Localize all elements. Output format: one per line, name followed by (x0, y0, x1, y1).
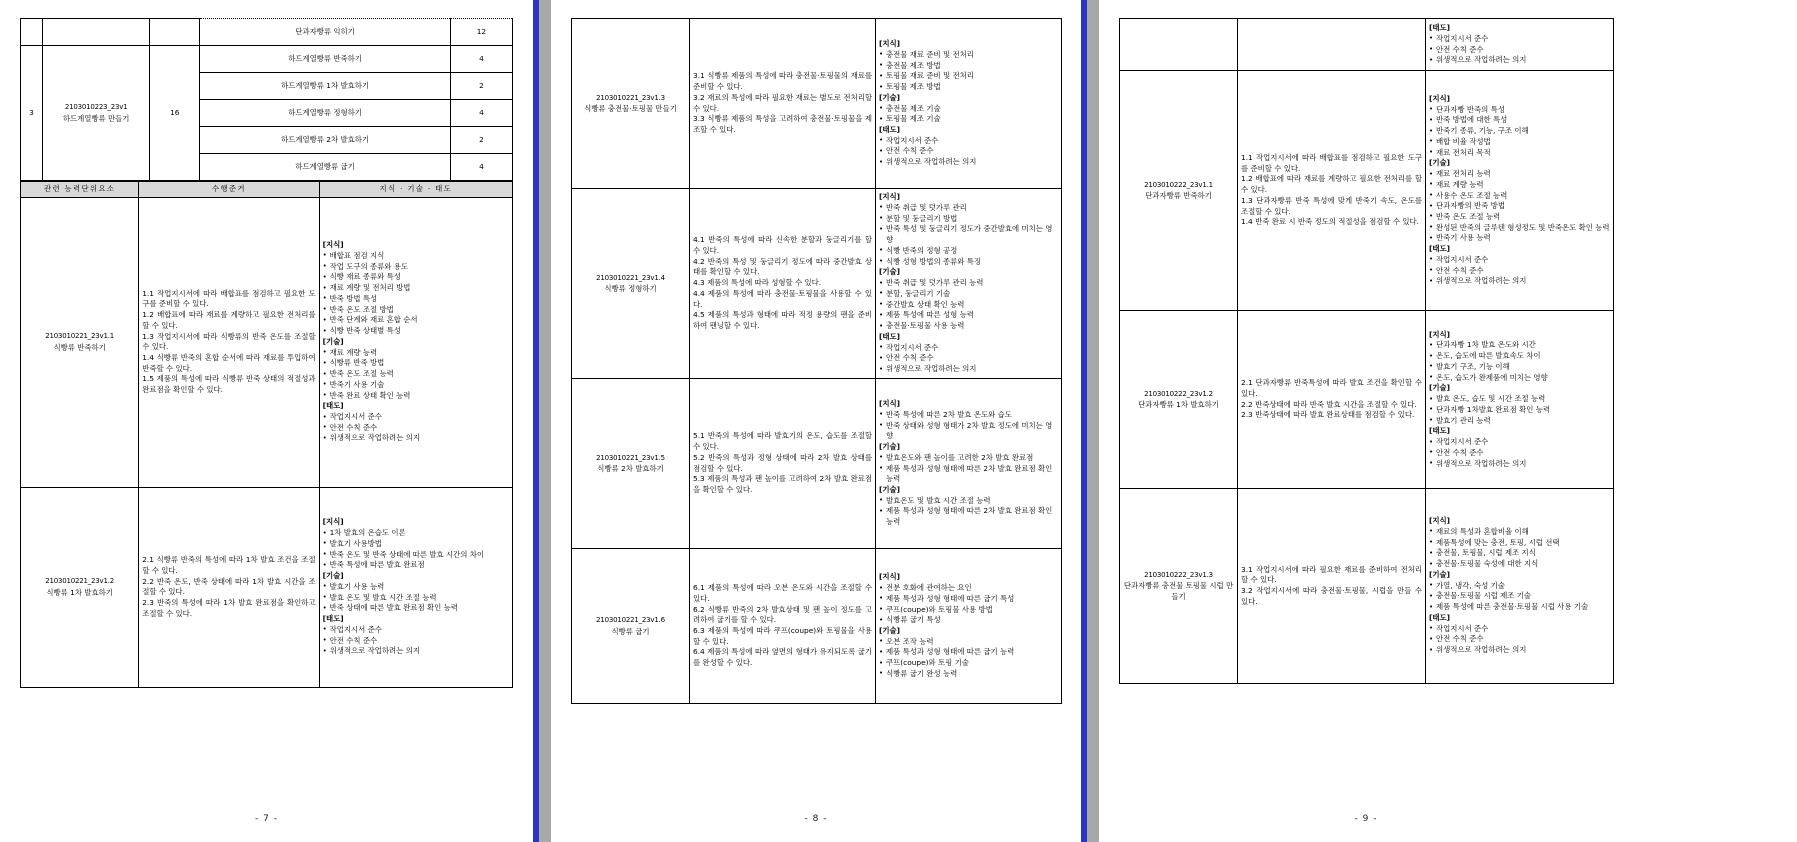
kst-item: • 전분 호화에 관여하는 요인 (879, 583, 1058, 594)
kst-item: • 반죽기 사용 기술 (323, 380, 509, 391)
table-row (572, 379, 1062, 549)
competency-table-page7 (20, 181, 513, 688)
cell-kst (876, 19, 1062, 189)
kst-item: • 반죽 특성 및 둥글리기 정도가 중간발효에 미치는 영향 (879, 224, 1058, 245)
kst-list (323, 582, 509, 614)
kst-item: • 충전물 재료 준비 및 전처리 (879, 50, 1058, 61)
kst-group-label: [지식] (879, 192, 901, 202)
kst-item: • 식빵류 반죽 방법 (323, 358, 509, 369)
unit-code: 2103010223_23v1 (64, 103, 128, 112)
cell-element: 하드계열빵류 굽기 (200, 154, 451, 181)
criterion: 2.2 반죽상태에 따라 반죽 발효 시간을 조절할 수 있다. (1241, 399, 1417, 409)
criterion: 5.2 반죽의 특성과 정형 상태에 따라 2차 발효 상태를 점검할 수 있다. (693, 452, 872, 473)
criterion: 6.3 제품의 특성에 따라 쿠프(coupe)와 토핑물을 사용할 수 있다. (693, 626, 872, 646)
kst-item: • 가열, 냉각, 숙성 기술 (1429, 581, 1610, 592)
header-performance-criteria: 수행준거 (139, 182, 319, 198)
kst-item: • 오븐 조작 능력 (879, 637, 1058, 648)
kst-item: • 발효온도와 팬 높이를 고려한 2차 발효 완료점 (879, 453, 1058, 464)
unit-name: 식빵류 반죽하기 (53, 342, 106, 352)
kst-item: • 안전 수칙 준수 (1429, 448, 1610, 459)
kst-item: • 위생적으로 작업하려는 의지 (1429, 645, 1610, 656)
cell-element-ref (572, 379, 690, 549)
kst-item: • 작업지시서 준수 (323, 625, 509, 636)
table-row (21, 197, 513, 487)
unit-name: 단과자빵류 1차 발효하기 (1138, 400, 1219, 410)
kst-list (879, 453, 1058, 485)
cell-element-ref (1120, 71, 1238, 311)
cell-criteria (139, 487, 319, 687)
kst-group-label: [기술] (1429, 383, 1451, 393)
kst-item: • 작업지시서 준수 (879, 136, 1058, 147)
kst-item: • 분할 및 둥글리기 방법 (879, 214, 1058, 225)
cell-hours: 16 (150, 46, 200, 181)
kst-item: • 반죽 단계와 재료 혼합 순서 (323, 315, 509, 326)
cell-criteria (1238, 489, 1426, 684)
table-row (21, 19, 513, 46)
kst-item: • 제품 특성에 따른 충전물·토핑물 시럽 사용 기술 (1429, 602, 1610, 613)
table-row (572, 189, 1062, 379)
kst-item: • 식빵류 굽기 특성 (879, 615, 1058, 626)
kst-group-label: [태도] (1429, 23, 1451, 33)
criterion: 4.1 반죽의 특성에 따라 신속한 분할과 둥글리기를 할 수 있다. (693, 235, 872, 255)
kst-item: • 반죽 온도 조절 방법 (323, 305, 509, 316)
criterion: 5.3 제품의 특성과 팬 높이를 고려하여 2차 발효 완료점을 확인할 수 있다. (693, 474, 872, 494)
kst-item: • 식빵 반죽 상태별 특성 (323, 326, 509, 337)
kst-list (1429, 169, 1610, 244)
kst-item: • 반죽 상태에 따른 발효 완료점 확인 능력 (323, 603, 509, 614)
cell-unit (43, 46, 150, 181)
kst-group-label: [태도] (1429, 612, 1451, 622)
kst-item: • 반죽 방법에 대한 특성 (1429, 115, 1610, 126)
kst-item: • 쿠프(coupe)와 토핑 기술 (879, 658, 1058, 669)
kst-list (1429, 581, 1610, 613)
kst-item: • 위생적으로 작업하려는 의지 (1429, 276, 1610, 287)
kst-item: • 제품 특성과 성형 형태에 따른 굽기 능력 (879, 647, 1058, 658)
criterion: 1.2 배합표에 따라 재료를 계량하고 필요한 전처리를 할 수 있다. (1241, 174, 1422, 195)
kst-group-label: [지식] (322, 240, 344, 250)
criterion: 1.5 제품의 특성에 따라 식빵류 반죽 상태의 적절성과 완료점을 확인할 수 있다. (142, 374, 316, 395)
page-divider-grey (539, 0, 551, 842)
kst-group-label: [태도] (879, 124, 901, 134)
criterion: 6.1 제품의 특성에 따라 오븐 온도와 시간을 조절할 수 있다. (693, 583, 872, 603)
kst-item: • 재료 전처리 능력 (1429, 169, 1610, 180)
cell-kst (1426, 19, 1614, 71)
kst-item: • 제품 특성에 따른 성형 능력 (879, 310, 1058, 321)
unit-name: 하드계열빵류 만들기 (62, 113, 130, 123)
cell-element-ref (21, 487, 139, 687)
kst-item: • 안전 수칙 준수 (1429, 266, 1610, 277)
criterion: 2.3 반죽상태에 따라 발효 완료상태를 점검할 수 있다. (1241, 410, 1415, 420)
unit-name: 단과자빵류 충전물 토핑물 시럽 만들기 (1123, 581, 1234, 602)
table-header-row (21, 182, 513, 198)
criterion: 4.2 반죽의 특성 및 둥글리기 정도에 따라 중간발효 상태를 확인할 수 있다. (693, 256, 872, 277)
curriculum-fragment-table (20, 18, 513, 181)
kst-item: • 충전물·토핑물 사용 능력 (879, 321, 1058, 332)
kst-list (879, 410, 1058, 442)
criterion: 1.3 작업지시서에 따라 식빵류의 반죽 온도를 조절할 수 있다. (142, 331, 316, 352)
cell-element: 하드계열빵류 정형하기 (200, 100, 451, 127)
kst-item: • 안전 수칙 준수 (323, 636, 509, 647)
kst-item: • 충전물 제조 기술 (879, 104, 1058, 115)
kst-group-label: [기술] (879, 626, 901, 635)
criterion: 3.1 작업지시서에 따라 필요한 재료를 준비하여 전처리할 수 있다. (1241, 564, 1422, 585)
kst-item: • 식빵 재료 종류와 특성 (323, 272, 509, 283)
cell-hours (150, 19, 200, 46)
kst-item: • 작업지시서 준수 (1429, 34, 1610, 45)
kst-item: • 식빵류 굽기 완성 능력 (879, 669, 1058, 680)
kst-group-label: [지식] (879, 399, 901, 409)
kst-item: • 단과자빵 반죽의 특성 (1429, 105, 1610, 116)
unit-code: 2103010221_23v1.6 (596, 616, 665, 625)
page-divider-grey (1087, 0, 1099, 842)
kst-list (879, 104, 1058, 125)
cell-element-ref (1120, 489, 1238, 684)
kst-item: • 중간발효 상태 확인 능력 (879, 300, 1058, 311)
criterion: 6.4 제품의 특성에 따라 옆면의 형태가 유지되도록 굽기를 완성할 수 있다. (693, 647, 872, 668)
kst-item: • 반죽기 종류, 기능, 구조 이해 (1429, 126, 1610, 137)
kst-list (879, 583, 1058, 626)
kst-item: • 발효온도 및 발효 시간 조절 능력 (879, 496, 1058, 507)
competency-table-page9 (1119, 18, 1614, 684)
unit-name: 식빵류 굽기 (611, 626, 650, 636)
kst-item: • 위생적으로 작업하려는 의지 (879, 157, 1058, 168)
kst-list (323, 528, 509, 571)
cell-count: 12 (450, 19, 512, 46)
kst-item: • 단과자빵 1차발효 완료점 확인 능력 (1429, 405, 1610, 416)
criterion: 1.1 작업지시서에 따라 배합표를 점검하고 필요한 도구를 준비할 수 있다. (142, 288, 316, 309)
criterion: 1.4 식빵류 반죽의 혼합 순서에 따라 재료를 투입하여 반죽할 수 있다. (142, 352, 316, 373)
kst-item: • 발효기 구조, 기능 이해 (1429, 362, 1610, 373)
unit-code: 2103010222_23v1.1 (1144, 180, 1213, 189)
kst-group-label: [지식] (879, 572, 901, 582)
cell-kst (876, 189, 1062, 379)
unit-code: 2103010221_23v1.5 (596, 453, 665, 462)
kst-item: • 안전 수칙 준수 (879, 146, 1058, 157)
kst-group-label: [기술] (879, 267, 901, 277)
unit-code: 2103010221_23v1.1 (45, 332, 115, 341)
cell-kst (319, 197, 512, 487)
kst-item: • 반죽 온도 및 반죽 상태에 따른 발효 시간의 차이 (323, 550, 509, 561)
kst-item: • 충전물 제조 방법 (879, 61, 1058, 72)
kst-item: • 반죽 특성에 따른 2차 발효 온도와 습도 (879, 410, 1058, 421)
criterion: 1.1 작업지시서에 따라 배합표를 점검하고 필요한 도구를 준비할 수 있다. (1241, 152, 1422, 173)
header-kst: 지식 · 기술 · 태도 (319, 182, 512, 198)
kst-item: • 반죽 상태와 성형 형태가 2차 발효 정도에 미치는 영향 (879, 421, 1058, 442)
table-row (1120, 19, 1614, 71)
criterion: 6.2 식빵류 반죽의 2차 발효상태 및 팬 높이 정도를 고려하여 굽기를 할 수 있다. (693, 604, 872, 625)
competency-table-page8 (571, 18, 1062, 704)
kst-group-label: [기술] (1429, 158, 1451, 168)
kst-list (1429, 394, 1610, 426)
cell-element: 하드계열빵류 반죽하기 (200, 46, 451, 73)
kst-group-label: [기술] (879, 442, 901, 452)
kst-item: • 식빵 반죽의 정형 공정 (879, 246, 1058, 257)
kst-list (323, 412, 509, 444)
kst-item: • 제품 특성과 성형 형태에 따른 2차 발효 완료점 확인 능력 (879, 506, 1058, 527)
kst-item: • 제품특성에 맞는 충전, 토핑, 시럽 선택 (1429, 538, 1610, 549)
kst-item: • 사용수 온도 조절 능력 (1429, 191, 1610, 202)
table-row (21, 487, 513, 687)
criterion: 3.3 식빵류 제품의 특성을 고려하여 충전물·토핑물을 제조할 수 있다. (693, 114, 872, 134)
kst-group-label: [태도] (1429, 426, 1451, 436)
criterion: 4.4 제품의 특성에 따라 충전물·토핑물을 사용할 수 있다. (693, 288, 872, 309)
kst-list (879, 136, 1058, 168)
table-row (1120, 71, 1614, 311)
kst-item: • 작업지시서 준수 (323, 412, 509, 423)
kst-item: • 제품 특성과 성형 형태에 따른 2차 발효 완료점 확인 능력 (879, 464, 1058, 485)
kst-list (879, 496, 1058, 528)
unit-code: 2103010221_23v1.4 (596, 273, 665, 282)
kst-item: • 작업지시서 준수 (1429, 624, 1610, 635)
kst-item: • 반죽 완료 상태 확인 능력 (323, 391, 509, 402)
cell-criteria (690, 19, 876, 189)
kst-group-label: [태도] (1429, 244, 1451, 254)
kst-item: • 재료의 특성과 혼합비율 이해 (1429, 527, 1610, 538)
criterion: 1.3 단과자빵류 반죽 특성에 맞게 반죽기 속도, 온도를 조절할 수 있다. (1241, 195, 1422, 216)
kst-item: • 반죽 온도 조절 능력 (1429, 212, 1610, 223)
table-row (1120, 311, 1614, 489)
kst-group-label: [지식] (1429, 516, 1451, 526)
cell-element: 하드계열빵류 2차 발효하기 (200, 127, 451, 154)
kst-item: • 위생적으로 작업하려는 의지 (1429, 459, 1610, 470)
unit-code: 2103010222_23v1.3 (1144, 570, 1213, 579)
page-9 (1099, 0, 1633, 842)
criterion: 4.5 제품의 특성과 형태에 따라 적정 용량의 팬을 준비하여 팬닝할 수 있다. (693, 310, 872, 331)
cell-criteria (1238, 19, 1426, 71)
criterion: 3.1 식빵류 제품의 특성에 따라 충전물·토핑물의 재료를 준비할 수 있다. (693, 71, 872, 92)
unit-code: 2103010221_23v1.2 (45, 577, 115, 586)
cell-unit (43, 19, 150, 46)
cell-criteria (690, 189, 876, 379)
kst-list (1429, 105, 1610, 159)
kst-list (1429, 34, 1610, 66)
kst-group-label: [기술] (322, 336, 344, 346)
kst-item: • 위생적으로 작업하려는 의지 (1429, 55, 1610, 66)
cell-kst (876, 549, 1062, 704)
kst-list (879, 50, 1058, 93)
kst-group-label: [지식] (1429, 93, 1451, 103)
cell-criteria (139, 197, 319, 487)
kst-item: • 재료 계량 및 전처리 방법 (323, 283, 509, 294)
kst-item: • 재료 계량 능력 (323, 348, 509, 359)
kst-item: • 쿠프(coupe)와 토핑물 사용 방법 (879, 605, 1058, 616)
kst-item: • 반죽 취급 및 덧가루 관리 능력 (879, 278, 1058, 289)
kst-item: • 위생적으로 작업하려는 의지 (323, 433, 509, 444)
criterion: 5.1 반죽의 특성에 따라 발효기의 온도, 습도를 조절할 수 있다. (693, 431, 872, 452)
page-7 (0, 0, 533, 842)
page-number: - 9 - (1354, 814, 1378, 824)
cell-kst (1426, 71, 1614, 311)
cell-element-ref (21, 197, 139, 487)
kst-list (1429, 255, 1610, 287)
kst-group-label: [지식] (322, 517, 344, 527)
kst-item: • 1차 발효의 온습도 이론 (323, 528, 509, 539)
cell-criteria (1238, 311, 1426, 489)
table-row (572, 549, 1062, 704)
criterion: 2.3 반죽의 특성에 따라 1차 발효 완료점을 확인하고 조절할 수 있다. (142, 597, 316, 618)
kst-item: • 안전 수칙 준수 (1429, 634, 1610, 645)
table-row (1120, 489, 1614, 684)
cell-kst (876, 379, 1062, 549)
kst-item: • 반죽 취급 및 덧가루 관리 (879, 203, 1058, 214)
kst-group-label: [태도] (879, 331, 901, 341)
kst-item: • 작업지시서 준수 (879, 343, 1058, 354)
header-related-element: 관련 능력단위요소 (21, 182, 139, 198)
kst-item: • 위생적으로 작업하려는 의지 (323, 646, 509, 657)
unit-name: 단과자빵류 반죽하기 (1145, 191, 1212, 201)
kst-item: • 단과자빵의 반죽 방법 (1429, 201, 1610, 212)
unit-name: 식빵류 정형하기 (604, 284, 657, 294)
kst-group-label: [태도] (322, 401, 344, 411)
kst-list (879, 343, 1058, 375)
unit-code: 2103010222_23v1.2 (1144, 389, 1213, 398)
cell-element: 단과자빵류 익히기 (200, 19, 451, 46)
kst-item: • 작업지시서 준수 (1429, 255, 1610, 266)
kst-item: • 온도, 습도에 따른 발효속도 차이 (1429, 351, 1610, 362)
cell-count: 2 (450, 127, 512, 154)
kst-item: • 위생적으로 작업하려는 의지 (879, 364, 1058, 375)
kst-item: • 발효 온도, 습도 및 시간 조절 능력 (1429, 394, 1610, 405)
criterion: 1.4 반죽 완료 시 반죽 정도의 적절성을 점검할 수 있다. (1241, 217, 1420, 227)
cell-element-ref (1120, 311, 1238, 489)
kst-item: • 반죽 특성에 따른 발효 완료점 (323, 560, 509, 571)
cell-count: 4 (450, 154, 512, 181)
cell-count: 4 (450, 100, 512, 127)
kst-item: • 온도, 습도가 완제품에 미치는 영향 (1429, 373, 1610, 384)
unit-name: 식빵류 1차 발효하기 (46, 587, 113, 597)
kst-group-label: [지식] (1429, 329, 1451, 339)
kst-list (323, 625, 509, 657)
cell-element-ref (1120, 19, 1238, 71)
kst-group-label: [기술] (1429, 569, 1451, 579)
kst-item: • 발효 온도 및 발효 시간 조절 능력 (323, 593, 509, 604)
cell-element-ref (572, 549, 690, 704)
kst-item: • 안전 수칙 준수 (323, 423, 509, 434)
kst-item: • 충전물·토핑물 숙성에 대한 지식 (1429, 559, 1610, 570)
criterion: 2.2 반죽 온도, 반죽 상태에 따라 1차 발효 시간을 조절할 수 있다. (142, 576, 316, 597)
criterion: 4.3 제품의 특성에 따라 성형할 수 있다. (693, 278, 822, 288)
cell-criteria (690, 379, 876, 549)
kst-item: • 충전물, 토핑물, 시럽 제조 지식 (1429, 548, 1610, 559)
criterion: 3.2 재료의 특성에 따라 필요한 재료는 별도로 전처리할 수 있다. (693, 92, 872, 113)
kst-item: • 토핑물 제조 기술 (879, 114, 1058, 125)
cell-count: 4 (450, 46, 512, 73)
kst-item: • 반죽 방법 특성 (323, 294, 509, 305)
kst-list (1429, 527, 1610, 570)
kst-item: • 발효기 관리 능력 (1429, 416, 1610, 427)
criterion: 3.2 작업지시서에 따라 충전물·토핑물, 시럽을 만들 수 있다. (1241, 586, 1422, 606)
kst-item: • 안전 수칙 준수 (879, 353, 1058, 364)
page-number: - 7 - (255, 814, 278, 824)
kst-list (1429, 624, 1610, 656)
kst-list (879, 637, 1058, 680)
kst-item: • 충전물·토핑물 시럽 제조 기술 (1429, 591, 1610, 602)
kst-item: • 분할, 둥글리기 기술 (879, 289, 1058, 300)
cell-criteria (690, 549, 876, 704)
kst-list (879, 278, 1058, 332)
kst-item: • 재료 계량 능력 (1429, 180, 1610, 191)
kst-item: • 배합 비율 작성법 (1429, 137, 1610, 148)
kst-item: • 토핑물 재료 준비 및 전처리 (879, 71, 1058, 82)
table-row (572, 19, 1062, 189)
kst-item: • 단과자빵 1차 발효 온도와 시간 (1429, 340, 1610, 351)
kst-item: • 반죽 온도 조절 능력 (323, 369, 509, 380)
page-8 (551, 0, 1081, 842)
unit-name: 식빵류 2차 발효하기 (597, 464, 664, 474)
kst-item: • 발효기 사용방법 (323, 539, 509, 550)
kst-group-label: [지식] (879, 39, 901, 49)
kst-item: • 재료 전처리 목적 (1429, 148, 1610, 159)
cell-element-ref (572, 19, 690, 189)
page-number: - 8 - (804, 814, 828, 824)
criterion: 1.2 배합표에 따라 재료를 계량하고 필요한 전처리를 할 수 있다. (142, 310, 316, 330)
kst-group-label: [태도] (322, 614, 344, 624)
kst-item: • 토핑물 제조 방법 (879, 82, 1058, 93)
kst-item: • 작업지시서 준수 (1429, 437, 1610, 448)
kst-item: • 완성된 반죽의 글루텐 형성정도 및 반죽온도 확인 능력 (1429, 223, 1610, 234)
kst-list (879, 203, 1058, 267)
cell-kst (1426, 311, 1614, 489)
cell-kst (1426, 489, 1614, 684)
kst-group-label: [기술] (879, 92, 901, 102)
kst-list (323, 251, 509, 337)
cell-no (21, 19, 43, 46)
table-row (21, 46, 513, 73)
cell-element-ref (572, 189, 690, 379)
unit-code: 2103010221_23v1.3 (596, 93, 665, 102)
criterion: 2.1 단과자빵류 반죽특성에 따라 발효 조건을 확인할 수 있다. (1241, 378, 1422, 398)
cell-element: 하드계열빵류 1차 발효하기 (200, 73, 451, 100)
cell-count: 2 (450, 73, 512, 100)
cell-no: 3 (21, 46, 43, 181)
kst-item: • 발효기 사용 능력 (323, 582, 509, 593)
kst-list (323, 348, 509, 402)
kst-item: • 작업 도구의 종류와 용도 (323, 262, 509, 273)
cell-kst (319, 487, 512, 687)
cell-criteria (1238, 71, 1426, 311)
kst-item: • 제품 특성과 성형 형태에 따른 굽기 특성 (879, 594, 1058, 605)
kst-item: • 배합표 점검 지식 (323, 251, 509, 262)
kst-item: • 반죽기 사용 능력 (1429, 233, 1610, 244)
kst-item: • 안전 수칙 준수 (1429, 45, 1610, 56)
kst-list (1429, 437, 1610, 469)
kst-item: • 식빵 성형 방법의 종류와 특징 (879, 257, 1058, 268)
unit-name: 식빵류 충전물·토핑물 만들기 (584, 104, 677, 114)
kst-group-label: [기술] (879, 484, 901, 494)
kst-list (1429, 340, 1610, 383)
kst-group-label: [기술] (322, 571, 344, 581)
criterion: 2.1 식빵류 반죽의 특성에 따라 1차 발효 조건을 조절할 수 있다. (142, 555, 316, 575)
